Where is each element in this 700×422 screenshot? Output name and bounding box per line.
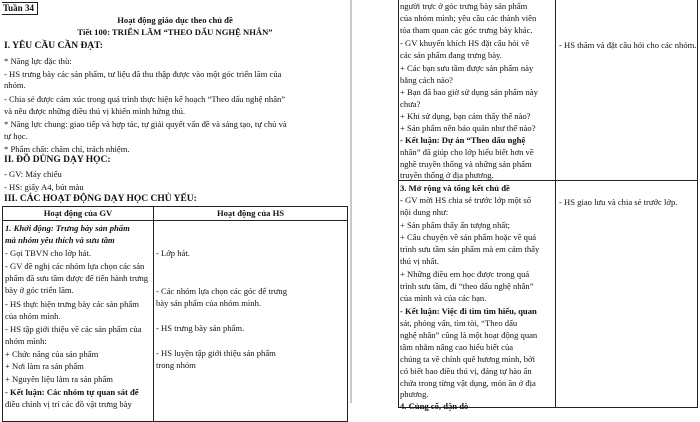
gv-line: 4. Củng cố, dặn dò [400, 401, 469, 411]
gv-line: + Chức năng của sản phẩm [5, 349, 99, 359]
gv-line: nghề truyền thống và những sản phẩm [400, 159, 532, 169]
gv-line: - GV đề nghị các nhóm lựa chọn các sản [5, 261, 145, 271]
section-1-heading: I. YÊU CẦU CẦN ĐẠT: [4, 41, 103, 51]
gv-line: - Gọi TBVN cho lớp hát. [5, 248, 92, 258]
s1-line: và nêu được những điều thú vị khiến mình hứng thú. [4, 106, 186, 116]
activities-table-continued [398, 0, 698, 411]
s1-line: * Năng lực đặc thù: [4, 56, 72, 66]
hs-line: bày sản phẩm của nhóm mình. [156, 298, 262, 308]
gv-line: + Khi sử dụng, bạn cảm thấy thế nào? [400, 111, 531, 121]
gv-line: 1. Khởi động: Trưng bày sản phẩm [5, 223, 130, 233]
gv-line: có biết bao điều thú vị, đáng tự hào ẩn [400, 366, 532, 376]
col-hs-header: Hoạt động của HS [154, 207, 348, 221]
gv-line: + Những điều em học được trong quá [400, 269, 530, 279]
gv-line: + Sản phẩm nên bảo quản như thế nào? [400, 123, 536, 133]
gv-line: truyền thống ở địa phương. [400, 170, 494, 180]
s1-line: * Năng lực chung: giao tiếp và hợp tác, tự giải quyết vấn đề và sáng tạo, tự chủ và [4, 119, 287, 129]
s2-line: - HS: giấy A4, bút màu [4, 182, 84, 192]
gv-line: + Nơi làm ra sản phẩm [5, 361, 84, 371]
s1-line: * Phẩm chất: chăm chỉ, trách nhiệm. [4, 144, 130, 154]
gv-activities-cell [399, 0, 556, 181]
gv-line: - GV khuyến khích HS đặt câu hỏi về [400, 38, 530, 48]
gv-activities-cell [399, 181, 556, 411]
gv-line: nghệ nhân” cũng là một hoạt động quan [400, 330, 538, 340]
s2-line: - GV: Máy chiếu [4, 169, 62, 179]
gv-line: phẩm đã sưu tầm được để tiến hành trưng [5, 273, 149, 283]
gv-line: nhân” đã giúp cho lớp hiểu biết hơn về [400, 147, 534, 157]
gv-line: - Kết luận: Các nhóm tự quan sát để [5, 387, 139, 397]
gv-line: - GV mời HS chia sẻ trước lớp một số [400, 195, 532, 205]
hs-activities-cell [556, 0, 698, 181]
gv-line: của nhóm mình. [5, 311, 61, 321]
gv-line: 3. Mở rộng và tổng kết chủ đề [400, 183, 510, 193]
gv-line: tỏa tham quan các góc trưng bày khác. [400, 25, 533, 35]
gv-line: các sản phẩm đang trưng bày. [400, 50, 502, 60]
gv-line: điều chỉnh vị trí các đồ vật trưng bày [5, 399, 132, 409]
gv-line: - HS thực hiện trưng bày các sản phẩm [5, 299, 139, 309]
week-label: Tuần 34 [2, 2, 38, 15]
gv-line: sát, phỏng vấn, tìm tòi, “Theo dấu [400, 318, 518, 328]
gv-line: - Kết luận: Dự án “Theo dấu nghệ [400, 135, 526, 145]
gv-line: + Câu chuyện về sản phẩm hoặc về quá [400, 232, 537, 242]
gv-line: - HS tập giới thiệu về các sản phẩm của [5, 324, 142, 334]
document-page-left [0, 0, 350, 409]
s1-line: tự học. [4, 131, 28, 141]
gv-line: bày ở góc triển lãm. [5, 285, 74, 295]
gv-line: nhóm mình: [5, 336, 47, 346]
section-2-heading: II. ĐỒ DÙNG DẠY HỌC: [4, 155, 111, 165]
subject-title: Hoạt động giáo dục theo chủ đề [117, 15, 233, 25]
activities-table [2, 206, 348, 422]
col-gv-header: Hoạt động của GV [3, 207, 154, 221]
s1-line: - Chia sẻ được cảm xúc trong quá trình thực hiện kế hoạch “Theo dấu nghệ nhân” [4, 94, 286, 104]
gv-line: chứa trong từng vật dụng, món ăn ở địa [400, 378, 536, 388]
s1-line: - HS trưng bày các sản phẩm, tư liệu đã thu thập được vào một góc triển lãm của [4, 69, 282, 79]
hs-activities-cell [154, 221, 348, 422]
document-page-right [352, 0, 700, 411]
gv-line: mà nhóm yêu thích và sưu tầm [5, 235, 115, 245]
hs-activities-cell [556, 181, 698, 408]
gv-line: + Sản phẩm thấy ấn tượng nhất; [400, 220, 510, 230]
gv-line: trình sưu tầm sản phẩm mà em cảm thấy [400, 244, 540, 254]
gv-line: chưa? [400, 99, 421, 109]
gv-line: - Kết luận: Việc đi tìm tìm hiểu, quan [400, 306, 537, 316]
gv-line: thú vị nhất. [400, 256, 439, 266]
gv-line: của nhóm mình; yêu cầu các thành viên [400, 13, 537, 23]
gv-line: bằng cách nào? [400, 75, 453, 85]
gv-activities-cell [3, 221, 154, 422]
hs-line: - Các nhóm lựa chọn các góc để trưng [156, 286, 288, 296]
s1-line: nhóm. [4, 80, 26, 90]
hs-line: - HS luyện tập giới thiệu sản phẩm [156, 348, 276, 358]
hs-line: - HS thăm và đặt câu hỏi cho các nhóm. [559, 40, 697, 50]
gv-line: của mình và của các bạn. [400, 293, 487, 303]
hs-line: - Lớp hát. [156, 248, 190, 258]
gv-line: chúng ta về chính quê hương mình, bởi [400, 354, 535, 364]
hs-line: - HS trưng bày sản phẩm. [156, 323, 245, 333]
gv-line: nội dung như: [400, 207, 449, 217]
gv-line: + Các bạn sưu tầm được sản phẩm này [400, 63, 534, 73]
gv-line: người trực ở góc trưng bày sản phẩm [400, 1, 528, 11]
gv-line: + Nguyên liệu làm ra sản phẩm [5, 374, 113, 384]
gv-line: tâm nhằm nâng cao hiểu biết của [400, 342, 514, 352]
gv-line: + Bạn đã bao giờ sử dụng sản phẩm này [400, 87, 538, 97]
gv-line: phương. [400, 389, 429, 399]
hs-line: trong nhóm [156, 360, 196, 370]
lesson-title: Tiết 100: TRIỂN LÃM “THEO DẤU NGHỆ NHÂN” [77, 27, 273, 37]
section-3-heading: III. CÁC HOẠT ĐỘNG DẠY HỌC CHỦ YẾU: [4, 194, 197, 204]
hs-line: - HS giao lưu và chia sẻ trước lớp. [559, 197, 678, 207]
gv-line: trình sưu tầm, đi “theo dấu nghệ nhân” [400, 281, 534, 291]
